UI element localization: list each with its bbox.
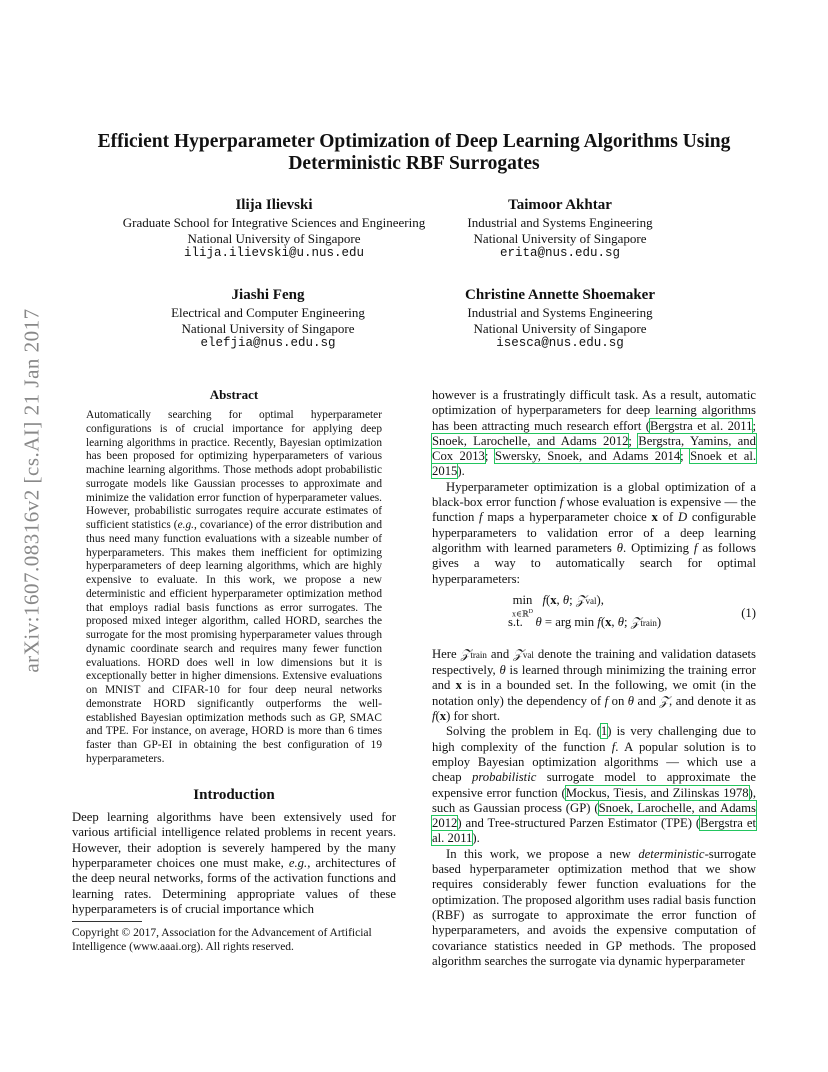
author-block-2 (440, 196, 680, 262)
equation-1 (432, 593, 756, 639)
text: ). (472, 831, 480, 846)
citation-link[interactable]: Swersky, Snoek, and Adams 2014 (494, 449, 681, 464)
introduction-body (72, 810, 396, 917)
text: deterministic (638, 846, 705, 861)
text: ), such as Gaussian process (GP) ( (432, 785, 756, 815)
abstract-eg: e.g. (177, 519, 194, 531)
text: for short. (450, 709, 501, 724)
arxiv-stamp (2, 300, 62, 680)
text: ) and Tree-structured Parzen Estimator (TPE) ( (457, 816, 701, 831)
text: denote the training and validation datasets respectively, (432, 646, 756, 678)
text: is in a bounded set. In the following, we omit (in the notation only) the dependency of (432, 678, 757, 708)
eq-min-sub: x∈ℝ (512, 609, 529, 619)
author-block-3 (140, 286, 396, 352)
citation-link[interactable]: Snoek, Larochelle, and Adams 2012 (432, 433, 629, 448)
author-block-4 (430, 286, 690, 352)
eq-st: s.t. (508, 614, 523, 629)
text: and (634, 693, 660, 708)
text: and (486, 646, 514, 661)
citation-link[interactable]: Bergstra, Yamins, and Cox 2013 (432, 433, 756, 464)
equation-constraint: s.t. θ = arg min f(x, θ; 𝒵train) (508, 614, 662, 629)
paragraph-problem: Hyperparameter optimization is a global optimization of a black-box error function f whose evaluation is expensive — the function f maps a hyperparameter choice x of D configurable hyperparameters to validation error of a deep learning algorithm with learned parameters θ. Optimizing f as follows gives a way to automatically search for optimal hyperparameters: (432, 479, 756, 586)
paragraph-solving: Solving the problem in Eq. (1) is very challenging due to high complexity of the function f. A popular solution is to employ Bayesian optimization algorithms — which use a cheap probabilistic surrogate model to approximate the expensive error function (Mockus, Tiesis, and Zilinskas 1978), such as Gaussian process (GP) (Snoek, Larochelle, and Adams 2012) and Tree-structured Parzen Estimator (TPE) (Bergstra et al. 2011). (432, 724, 757, 846)
copyright-notice: Copyright © 2017, Association for the Advancement of Artificial Intelligence (www.aaai.org). All rights reserved. (72, 927, 372, 953)
author-affiliation: Electrical and Computer Engineering (171, 305, 365, 320)
introduction-heading: Introduction (193, 787, 275, 803)
text: , and denote it as (669, 693, 756, 708)
text: configurable hyperparameters to validation error of a deep learning algorithm with learned parameters (432, 510, 756, 555)
text: whose evaluation is expensive — the function (432, 495, 756, 525)
author-block-1 (96, 196, 452, 262)
author-name: Christine Annette Shoemaker (465, 287, 655, 303)
title-line-2: Deterministic RBF Surrogates (288, 153, 540, 174)
equation-objective: min x∈ℝ$^D$ f(x, θ; 𝒵val), (512, 592, 604, 619)
equation-number: (1) (741, 605, 756, 620)
text: is learned through minimizing the training error and (432, 663, 756, 693)
author-email: elefjia@nus.edu.sg (200, 336, 336, 350)
author-email: ilija.ilievski@u.nus.edu (183, 246, 365, 260)
text: maps a hyperparameter choice (482, 510, 652, 525)
text: In this work, we propose a new (446, 846, 639, 861)
abstract-text-1: Automatically searching for optimal hyperparameter configurations is of crucial importance for applying deep learning algorithms in practice. Recently, Bayesian optimization has been proposed for optimizing hyperparameters of various machine learning algorithms. Those methods adopt probabilistic surrogate models like Gaussian processes to approximate and minimize the validation error function of hyperparameter values. However, probabilistic surrogates require accurate estimates of sufficient statistics ( (86, 409, 382, 531)
citation-link[interactable]: Bergstra et al. 2011 (650, 418, 753, 433)
text: however is a frustratingly difficult task. As a result, automatic optimization of hyperparameters for deep learning algorithms has been attracting much research effort ( (432, 388, 756, 433)
citation-link[interactable]: Mockus, Tiesis, and Zilinskas 1978 (565, 785, 749, 800)
eq-argmin: arg min (555, 614, 595, 629)
abstract-text-2: , covariance) of the error distribution and thus need many function evaluations with a sizeable number of hyperparameters. This makes them inefficient for optimizing hyperparameters of deep learning algorithms, which are highly expensive to evaluate. In this work, we propose a new deterministic and efficient hyperparameter optimization method that employs radial basis functions as error surrogates. The proposed mixed integer algorithm, called HORD, searches the surrogate for the most promising hyperparameter values through dynamic coordinate search and requires many fewer function evaluations. HORD does well in low dimensions but it is exceptionally better in higher dimensions. Extensive evaluations on MNIST and CIFAR-10 for four deep neural networks demonstrate HORD significantly outperforms the well-established Bayesian optimization methods such as GP, SMAC and TPE. For instance, on average, HORD is more than 6 times faster than GP-EI in obtaining the best configuration of 19 hyperparameters. (86, 519, 382, 765)
author-name: Jiashi Feng (231, 287, 305, 303)
citation-link[interactable]: Snoek et al. 2015 (432, 449, 757, 479)
author-affiliation: Industrial and Systems Engineering (467, 305, 653, 320)
text: Hyperparameter optimization is a global optimization of a black-box error function (432, 479, 756, 510)
text: on (608, 693, 628, 708)
text: -surrogate based hyperparameter optimization method that we show requires considerably fewer function evaluations for the optimization. The proposed algorithm uses radial basis function (RBF) as surrogate to approximate the error function of hyperparameters, and avoids the expensive computation of covariance statistics needed in GP methods. The proposed algorithm searches the surrogate via dynamic hyperparameter (432, 846, 756, 968)
text: . A popular solution is to employ Bayesian optimization algorithms — which use a cheap (432, 739, 756, 785)
footnote-rule (72, 921, 142, 922)
text: . Optimizing (622, 540, 694, 555)
text: ) is very challenging due to high complexity of the function (432, 724, 757, 754)
author-name: Taimoor Akhtar (508, 197, 612, 213)
paragraph-continued: however is a frustratingly difficult task. As a result, automatic optimization of hyperparameters for deep learning algorithms has been attracting much research effort (Bergstra et al. 2011; Snoek, Larochelle, and Adams 2012; Bergstra, Yamins, and Cox 2013; Swersky, Snoek, and Adams 2014; Snoek et al. 2015). (432, 388, 757, 479)
author-institution: National University of Singapore (187, 230, 361, 246)
equation-ref-link[interactable]: 1 (600, 724, 608, 739)
intro-text-2: , architectures of the deep neural networks, forms of the activation functions and learning rates. Determining appropriate values of these hyperparameters is of crucial importance which (72, 856, 396, 917)
intro-eg: e.g. (288, 856, 308, 871)
citation-link[interactable]: Snoek, Larochelle, and Adams 2012 (432, 800, 756, 831)
text: as follows gives a way to automatically search for optimal hyperparameters: (432, 540, 756, 586)
text: Here (432, 646, 461, 661)
paper-title (72, 131, 756, 175)
text: of (657, 510, 678, 525)
author-email: isesca@nus.edu.sg (496, 336, 624, 350)
eq-min: min (512, 592, 533, 607)
abstract-body (86, 409, 382, 767)
author-institution: National University of Singapore (181, 320, 355, 336)
title-line-1: Efficient Hyperparameter Optimization of Deep Learning Algorithms Using (97, 131, 731, 152)
author-email: erita@nus.edu.sg (499, 246, 621, 260)
right-column (432, 388, 756, 969)
author-affiliation: Graduate School for Integrative Sciences and Engineering (122, 215, 426, 230)
author-institution: National University of Singapore (473, 320, 647, 336)
author-affiliation: Industrial and Systems Engineering (467, 215, 653, 230)
arxiv-stamp-text: arXiv:1607.08316v2 [cs.AI] 21 Jan 2017 (19, 307, 44, 673)
text: probabilistic (471, 770, 537, 785)
abstract-heading: Abstract (209, 387, 259, 402)
citation-link[interactable]: Bergstra et al. 2011 (432, 816, 756, 846)
text: Solving the problem in Eq. ( (446, 724, 601, 739)
intro-text-1: Deep learning algorithms have been extensively used for various artificial intelligence related problems in recent years. However, their adoption is severely hampered by the many hyperparameter choices one must make, (72, 810, 396, 871)
paragraph-this-work (432, 847, 756, 969)
paragraph-here: Here 𝒵train and 𝒵val denote the training and validation datasets respectively, θ is learned through minimizing the training error and x is in a bounded set. In the following, we omit (in the notation only) the dependency of f on θ and 𝒵, and denote it as f(x) for short. (432, 646, 757, 724)
author-institution: National University of Singapore (473, 230, 647, 246)
author-name: Ilija Ilievski (235, 197, 313, 213)
text: surrogate model to approximate the expensive error function ( (432, 770, 756, 800)
